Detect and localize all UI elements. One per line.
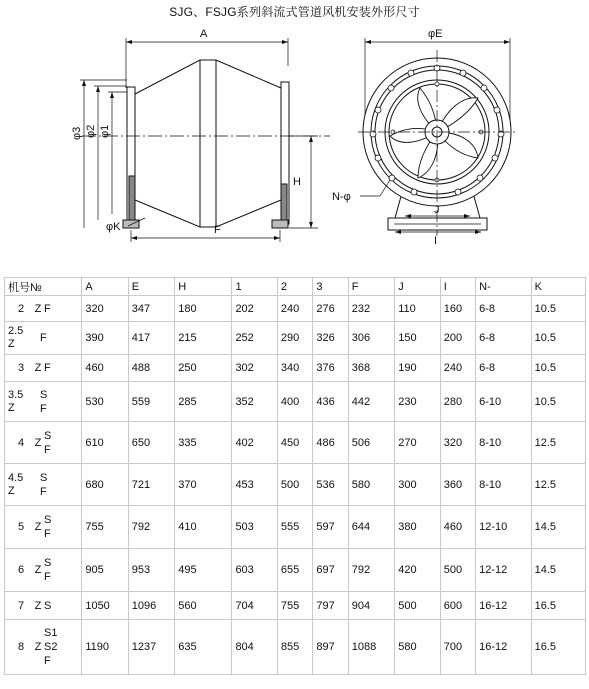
table-cell: 180 <box>175 296 232 322</box>
model-number: 6 <box>18 564 25 576</box>
dim-label-H: H <box>293 176 301 188</box>
model-number: 4.5 Z <box>8 471 24 497</box>
table-cell: 300 <box>395 464 440 506</box>
table-cell: 488 <box>128 355 174 382</box>
table-row <box>5 296 586 322</box>
model-number: 3.5 Z <box>8 388 24 414</box>
table-cell: 797 <box>313 592 348 620</box>
table-header-cell: I <box>440 278 475 296</box>
table-cell: 6-8 <box>476 296 531 322</box>
model-number: 5 <box>18 521 25 533</box>
table-row <box>5 549 586 592</box>
table-row <box>5 422 586 464</box>
table-cell: 12-12 <box>476 549 531 592</box>
table-cell: 12-10 <box>476 506 531 549</box>
table-cell: 644 <box>348 506 394 549</box>
model-cell <box>5 549 82 592</box>
table-cell: 500 <box>277 464 312 506</box>
table-cell: 8-10 <box>476 464 531 506</box>
table-cell: 453 <box>232 464 277 506</box>
model-number: 7 <box>18 599 25 612</box>
dim-label-phi1: φ1 <box>99 124 111 138</box>
table-row <box>5 506 586 549</box>
table-cell: 232 <box>348 296 394 322</box>
model-series-z: Z <box>34 641 42 653</box>
model-suffix: S1 S2 F <box>44 627 58 667</box>
model-cell <box>5 592 82 620</box>
table-cell: 280 <box>440 382 475 422</box>
model-series-z: Z <box>34 599 42 612</box>
dim-label-phi2: φ2 <box>85 124 97 138</box>
model-cell <box>5 382 82 422</box>
table-cell: 530 <box>82 382 128 422</box>
table-header-cell: F <box>348 278 394 296</box>
model-series-z: Z <box>34 302 42 315</box>
table-cell: 417 <box>128 322 174 355</box>
table-cell: 500 <box>395 592 440 620</box>
table-cell: 306 <box>348 322 394 355</box>
table-header-cell: A <box>82 278 128 296</box>
table-cell: 650 <box>128 422 174 464</box>
table-cell: 904 <box>348 592 394 620</box>
table-cell: 597 <box>313 506 348 549</box>
table-header-cell: 1 <box>232 278 277 296</box>
front-view <box>332 28 516 247</box>
table-row <box>5 592 586 620</box>
table-cell: 290 <box>277 322 312 355</box>
dim-label-A: A <box>200 28 208 40</box>
table-row <box>5 382 586 422</box>
model-number: 4 <box>18 436 25 449</box>
table-cell: 700 <box>440 620 475 675</box>
table-cell: 215 <box>175 322 232 355</box>
model-suffix: F <box>44 362 51 374</box>
table-row <box>5 620 586 675</box>
side-view <box>71 28 330 242</box>
table-cell: 370 <box>175 464 232 506</box>
table-header-cell: E <box>128 278 174 296</box>
table-cell: 655 <box>277 549 312 592</box>
table-cell: 536 <box>313 464 348 506</box>
model-suffix: S F <box>44 514 52 540</box>
table-cell: 276 <box>313 296 348 322</box>
table-cell: 500 <box>440 549 475 592</box>
table-cell: 16.5 <box>531 592 585 620</box>
table-cell: 600 <box>440 592 475 620</box>
table-cell: 1190 <box>82 620 128 675</box>
table-cell: 110 <box>395 296 440 322</box>
model-cell <box>5 355 82 382</box>
dim-label-phi3: φ3 <box>71 126 83 140</box>
model-suffix: S F <box>40 388 48 415</box>
table-cell: 335 <box>175 422 232 464</box>
table-cell: 450 <box>277 422 312 464</box>
table-cell: 347 <box>128 296 174 322</box>
model-cell <box>5 322 82 355</box>
table-cell: 320 <box>440 422 475 464</box>
table-cell: 202 <box>232 296 277 322</box>
model-suffix: F <box>40 332 47 344</box>
table-cell: 352 <box>232 382 277 422</box>
model-number: 3 <box>18 362 25 374</box>
table-cell: 380 <box>395 506 440 549</box>
fan-installation-drawing <box>0 0 589 272</box>
table-row <box>5 322 586 355</box>
table-cell: 436 <box>313 382 348 422</box>
table-cell: 252 <box>232 322 277 355</box>
model-series-z: Z <box>34 521 42 533</box>
model-number: 8 <box>18 641 25 653</box>
table-cell: 10.5 <box>531 382 585 422</box>
table-cell: 10.5 <box>531 355 585 382</box>
table-cell: 410 <box>175 506 232 549</box>
table-cell: 340 <box>277 355 312 382</box>
table-cell: 1237 <box>128 620 174 675</box>
table-cell: 420 <box>395 549 440 592</box>
table-cell: 360 <box>440 464 475 506</box>
model-suffix: S F <box>44 557 52 583</box>
model-series-z: Z <box>34 362 42 374</box>
table-cell: 6-8 <box>476 355 531 382</box>
table-header-cell: K <box>531 278 585 296</box>
model-series-z: Z <box>34 564 42 576</box>
table-cell: 160 <box>440 296 475 322</box>
table-cell: 12.5 <box>531 464 585 506</box>
model-suffix: F <box>44 302 51 315</box>
table-cell: 486 <box>313 422 348 464</box>
table-cell: 16-12 <box>476 592 531 620</box>
dimension-table <box>4 277 586 675</box>
table-cell: 1050 <box>82 592 128 620</box>
model-suffix: S <box>44 599 52 612</box>
model-cell <box>5 506 82 549</box>
table-cell: 635 <box>175 620 232 675</box>
table-cell: 190 <box>395 355 440 382</box>
table-row <box>5 355 586 382</box>
table-cell: 755 <box>277 592 312 620</box>
table-cell: 560 <box>175 592 232 620</box>
table-cell: 14.5 <box>531 549 585 592</box>
dim-label-I: I <box>434 235 438 247</box>
table-cell: 555 <box>277 506 312 549</box>
table-cell: 250 <box>175 355 232 382</box>
dim-label-N-phi: N-φ <box>332 191 351 203</box>
table-cell: 150 <box>395 322 440 355</box>
model-suffix: S F <box>44 429 52 456</box>
table-cell: 680 <box>82 464 128 506</box>
table-cell: 697 <box>313 549 348 592</box>
table-cell: 10.5 <box>531 296 585 322</box>
table-cell: 8-10 <box>476 422 531 464</box>
table-header-cell: 机号№ <box>5 278 82 296</box>
table-cell: 1088 <box>348 620 394 675</box>
table-cell: 559 <box>128 382 174 422</box>
table-cell: 326 <box>313 322 348 355</box>
table-cell: 376 <box>313 355 348 382</box>
table-cell: 503 <box>232 506 277 549</box>
table-cell: 240 <box>440 355 475 382</box>
table-cell: 804 <box>232 620 277 675</box>
table-cell: 230 <box>395 382 440 422</box>
table-cell: 285 <box>175 382 232 422</box>
table-cell: 897 <box>313 620 348 675</box>
table-header-row <box>5 278 586 296</box>
table-cell: 905 <box>82 549 128 592</box>
dim-label-J: J <box>434 204 440 216</box>
table-cell: 442 <box>348 382 394 422</box>
dim-label-phiE: φE <box>428 28 443 40</box>
model-series-z: Z <box>34 436 42 449</box>
table-cell: 6-8 <box>476 322 531 355</box>
model-cell <box>5 464 82 506</box>
dim-label-F: F <box>214 224 221 236</box>
table-header-cell: 3 <box>313 278 348 296</box>
table-cell: 580 <box>348 464 394 506</box>
table-cell: 953 <box>128 549 174 592</box>
table-cell: 506 <box>348 422 394 464</box>
table-cell: 792 <box>348 549 394 592</box>
table-cell: 610 <box>82 422 128 464</box>
table-cell: 1096 <box>128 592 174 620</box>
table-cell: 6-10 <box>476 382 531 422</box>
table-cell: 10.5 <box>531 322 585 355</box>
model-cell <box>5 296 82 322</box>
table-cell: 390 <box>82 322 128 355</box>
model-cell <box>5 620 82 675</box>
table-cell: 12.5 <box>531 422 585 464</box>
page-title: SJG、FSJG系列斜流式管道风机安装外形尺寸 <box>169 5 420 19</box>
table-header-cell: H <box>175 278 232 296</box>
table-header-cell: J <box>395 278 440 296</box>
model-number: 2 <box>18 302 25 315</box>
table-row <box>5 464 586 506</box>
table-cell: 302 <box>232 355 277 382</box>
table-cell: 704 <box>232 592 277 620</box>
table-cell: 603 <box>232 549 277 592</box>
dim-label-phiK: φK <box>106 221 121 233</box>
table-cell: 755 <box>82 506 128 549</box>
table-cell: 495 <box>175 549 232 592</box>
table-cell: 368 <box>348 355 394 382</box>
table-header-cell: 2 <box>277 278 312 296</box>
model-number: 2.5 Z <box>8 325 24 350</box>
table-cell: 580 <box>395 620 440 675</box>
model-cell <box>5 422 82 464</box>
table-cell: 14.5 <box>531 506 585 549</box>
model-suffix: S F <box>40 471 48 498</box>
table-cell: 792 <box>128 506 174 549</box>
table-cell: 16-12 <box>476 620 531 675</box>
table-cell: 855 <box>277 620 312 675</box>
table-header-cell: N- <box>476 278 531 296</box>
table-cell: 460 <box>82 355 128 382</box>
table-cell: 270 <box>395 422 440 464</box>
table-cell: 400 <box>277 382 312 422</box>
table-cell: 721 <box>128 464 174 506</box>
table-cell: 320 <box>82 296 128 322</box>
table-cell: 200 <box>440 322 475 355</box>
table-cell: 240 <box>277 296 312 322</box>
table-cell: 402 <box>232 422 277 464</box>
table-cell: 16.5 <box>531 620 585 675</box>
table-cell: 460 <box>440 506 475 549</box>
